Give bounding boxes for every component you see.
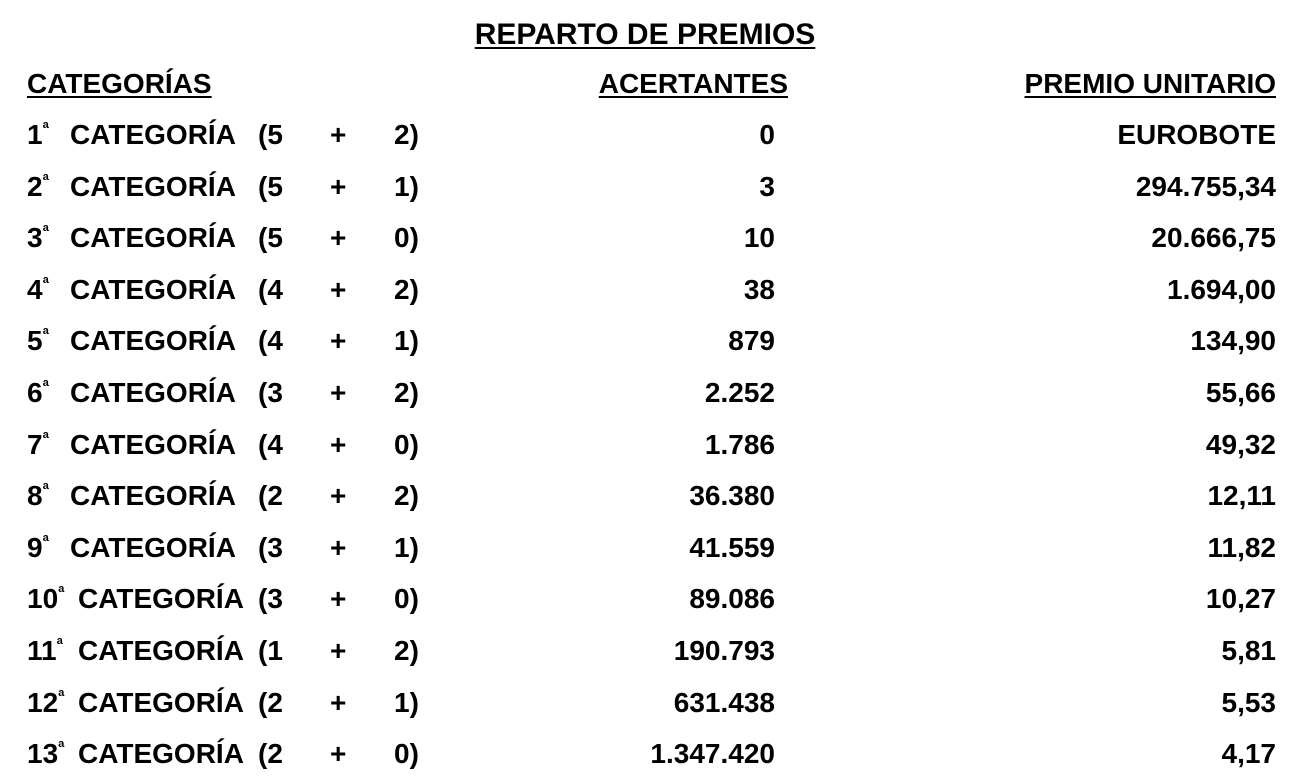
numbers-matched: (3	[258, 531, 283, 563]
unit-prize: 4,17	[1221, 738, 1276, 770]
table-row	[0, 423, 1300, 475]
stars-matched: 2)	[394, 376, 419, 408]
winners-count: 38	[743, 273, 775, 305]
category-label: CATEGORÍA	[78, 634, 244, 666]
winners-count: 3	[759, 170, 775, 202]
unit-prize: 294.755,34	[1135, 170, 1276, 202]
table-row	[0, 165, 1300, 217]
header-acertantes: ACERTANTES	[598, 68, 788, 99]
plus-sign: +	[330, 738, 347, 770]
plus-sign: +	[330, 531, 347, 563]
stars-matched: 1)	[394, 531, 419, 563]
unit-prize: 134,90	[1190, 325, 1276, 357]
category-label: CATEGORÍA	[70, 273, 236, 305]
numbers-matched: (1	[258, 634, 283, 666]
unit-prize: 5,81	[1221, 634, 1276, 666]
plus-sign: +	[330, 325, 347, 357]
stars-matched: 1)	[394, 325, 419, 357]
category-label: CATEGORÍA	[70, 376, 236, 408]
plus-sign: +	[330, 634, 347, 666]
table-header	[0, 68, 1300, 104]
unit-prize: 12,11	[1207, 480, 1276, 512]
table-row	[0, 268, 1300, 320]
category-label: CATEGORÍA	[70, 119, 236, 150]
page-title: REPARTO DE PREMIOS	[474, 18, 816, 51]
category-label: CATEGORÍA	[78, 583, 244, 615]
stars-matched: 1)	[394, 170, 419, 202]
stars-matched: 2)	[394, 634, 419, 666]
category-number: $6^ª$	[27, 376, 49, 408]
unit-prize: 5,53	[1221, 686, 1276, 718]
table-row	[0, 629, 1300, 681]
winners-count: 2.252	[704, 376, 775, 408]
header-premio-unitario: PREMIO UNITARIO	[1024, 68, 1276, 99]
numbers-matched: (4	[258, 325, 283, 357]
table-row	[0, 474, 1300, 526]
winners-count: 41.559	[689, 531, 775, 563]
unit-prize: 55,66	[1205, 376, 1276, 408]
stars-matched: 0)	[394, 428, 419, 460]
plus-sign: +	[330, 480, 347, 512]
unit-prize: 10,27	[1205, 583, 1276, 615]
plus-sign: +	[330, 686, 347, 718]
category-label: CATEGORÍA	[78, 738, 244, 770]
winners-count: 631.438	[673, 686, 775, 718]
stars-matched: 0)	[394, 583, 419, 615]
category-number: $3^ª$	[27, 222, 49, 254]
stars-matched: 2)	[394, 480, 419, 512]
winners-count: 879	[728, 325, 775, 357]
unit-prize: 20.666,75	[1151, 222, 1276, 254]
prize-table	[0, 113, 1300, 784]
plus-sign: +	[330, 376, 347, 408]
table-row	[0, 371, 1300, 423]
unit-prize: EUROBOTE	[1117, 119, 1276, 150]
stars-matched: 2)	[394, 119, 419, 150]
numbers-matched: (4	[258, 273, 283, 305]
plus-sign: +	[330, 119, 347, 150]
category-label: CATEGORÍA	[78, 686, 244, 718]
winners-count: 89.086	[689, 583, 775, 615]
numbers-matched: (5	[258, 222, 283, 254]
category-number: $9^ª$	[27, 531, 49, 563]
winners-count: 36.380	[689, 480, 775, 512]
header-categorias: CATEGORÍAS	[27, 68, 212, 99]
table-row	[0, 577, 1300, 629]
table-row	[0, 732, 1300, 784]
unit-prize: 1.694,00	[1167, 273, 1276, 305]
winners-count: 1.786	[704, 428, 775, 460]
stars-matched: 1)	[394, 686, 419, 718]
plus-sign: +	[330, 583, 347, 615]
category-label: CATEGORÍA	[70, 170, 236, 202]
table-row	[0, 216, 1300, 268]
unit-prize: 11,82	[1207, 531, 1276, 563]
numbers-matched: (5	[258, 170, 283, 202]
category-label: CATEGORÍA	[70, 428, 236, 460]
numbers-matched: (5	[258, 119, 283, 150]
category-number: $11^ª$	[27, 634, 63, 666]
category-label: CATEGORÍA	[70, 531, 236, 563]
unit-prize: 49,32	[1205, 428, 1276, 460]
numbers-matched: (2	[258, 686, 283, 718]
winners-count: 0	[759, 119, 775, 150]
table-row	[0, 319, 1300, 371]
plus-sign: +	[330, 273, 347, 305]
numbers-matched: (3	[258, 583, 283, 615]
stars-matched: 0)	[394, 738, 419, 770]
category-number: $1^ª$	[27, 119, 49, 150]
category-label: CATEGORÍA	[70, 222, 236, 254]
stars-matched: 0)	[394, 222, 419, 254]
category-number: $8^ª$	[27, 480, 49, 512]
winners-count: 190.793	[673, 634, 775, 666]
numbers-matched: (4	[258, 428, 283, 460]
category-number: $4^ª$	[27, 273, 49, 305]
table-row	[0, 526, 1300, 578]
category-label: CATEGORÍA	[70, 480, 236, 512]
stars-matched: 2)	[394, 273, 419, 305]
plus-sign: +	[330, 170, 347, 202]
category-number: $13^ª$	[27, 738, 65, 770]
numbers-matched: (3	[258, 376, 283, 408]
table-row	[0, 113, 1300, 165]
category-number: $12^ª$	[27, 686, 65, 718]
winners-count: 1.347.420	[650, 738, 775, 770]
plus-sign: +	[330, 428, 347, 460]
numbers-matched: (2	[258, 480, 283, 512]
table-row	[0, 681, 1300, 733]
plus-sign: +	[330, 222, 347, 254]
category-number: $5^ª$	[27, 325, 49, 357]
winners-count: 10	[743, 222, 775, 254]
numbers-matched: (2	[258, 738, 283, 770]
category-number: $7^ª$	[27, 428, 49, 460]
category-label: CATEGORÍA	[70, 325, 236, 357]
category-number: $10^ª$	[27, 583, 65, 615]
category-number: $2^ª$	[27, 170, 49, 202]
